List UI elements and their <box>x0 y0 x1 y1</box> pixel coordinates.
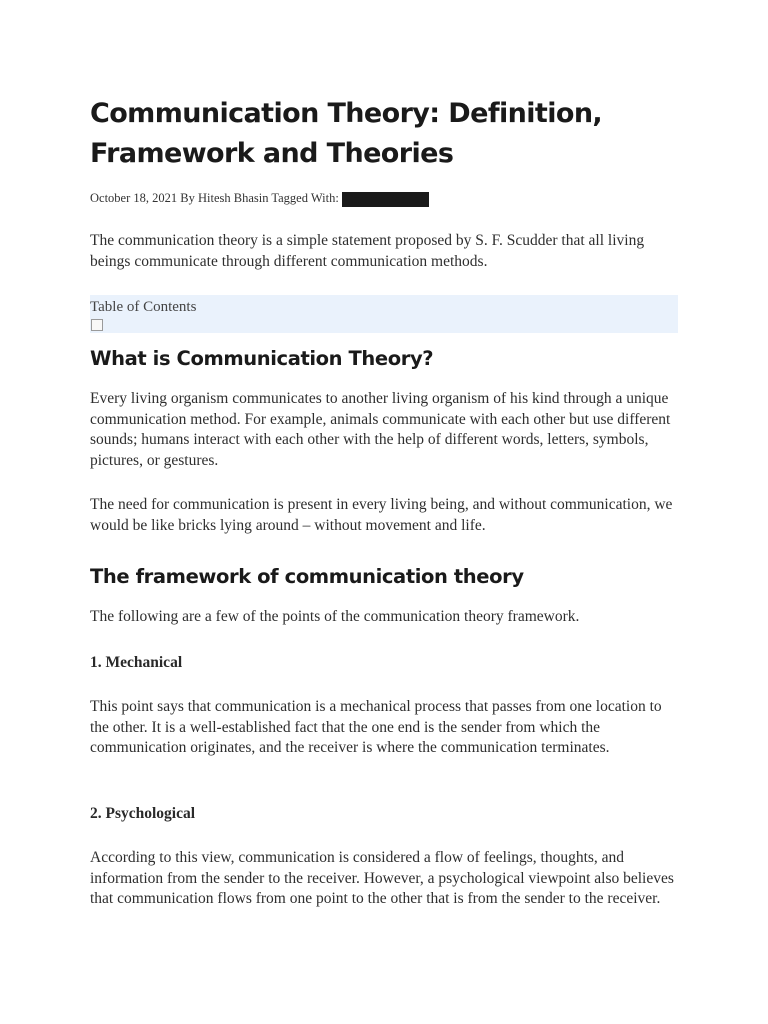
point-heading-mechanical: 1. Mechanical <box>90 654 183 671</box>
section-heading-what-is: What is Communication Theory? <box>90 347 434 370</box>
post-date: October 18, 2021 <box>90 191 178 205</box>
tag-link-communication[interactable]: Communication <box>342 192 429 207</box>
point-heading-psychological: 2. Psychological <box>90 805 196 822</box>
table-of-contents <box>90 295 678 333</box>
section-heading-framework: The framework of communication theory <box>90 565 524 588</box>
section-paragraph: The following are a few of the points of the communication theory framework. <box>90 608 580 625</box>
tagged-with-label: Tagged With: <box>271 191 339 205</box>
toc-title: Table of Contents <box>90 299 197 315</box>
section-paragraph: The need for communication is present in every living being, and without communication, we would be like bricks lying around – without movement and life. <box>90 496 673 534</box>
toc-toggle-checkbox[interactable] <box>91 319 103 331</box>
section-paragraph: Every living organism communicates to another living organism of his kind through a unique communication method. For example, animals communicate with each other but use different sounds; humans interact with each other with the help of different words, letters, symbols, pictures, or gestures. <box>90 390 671 469</box>
article-title: Communication Theory: Definition, Framework and Theories <box>90 98 603 169</box>
article-meta <box>90 190 429 207</box>
author-link[interactable]: Hitesh Bhasin <box>197 191 269 205</box>
byline-prefix: By <box>180 191 195 205</box>
point-paragraph-mechanical: This point says that communication is a mechanical process that passes from one location to the other. It is a well-established fact that the one end is the sender from which the communication originates, and the receiver is where the communication terminates. <box>90 698 662 756</box>
intro-paragraph: The communication theory is a simple statement proposed by S. F. Scudder that all living beings communicate through different communication methods. <box>90 232 645 270</box>
point-paragraph-psychological: According to this view, communication is considered a flow of feelings, thoughts, and information from the sender to the receiver. However, a psychological viewpoint also believes that communication flows from one point to the other that is from the sender to the receiver. <box>90 849 674 907</box>
